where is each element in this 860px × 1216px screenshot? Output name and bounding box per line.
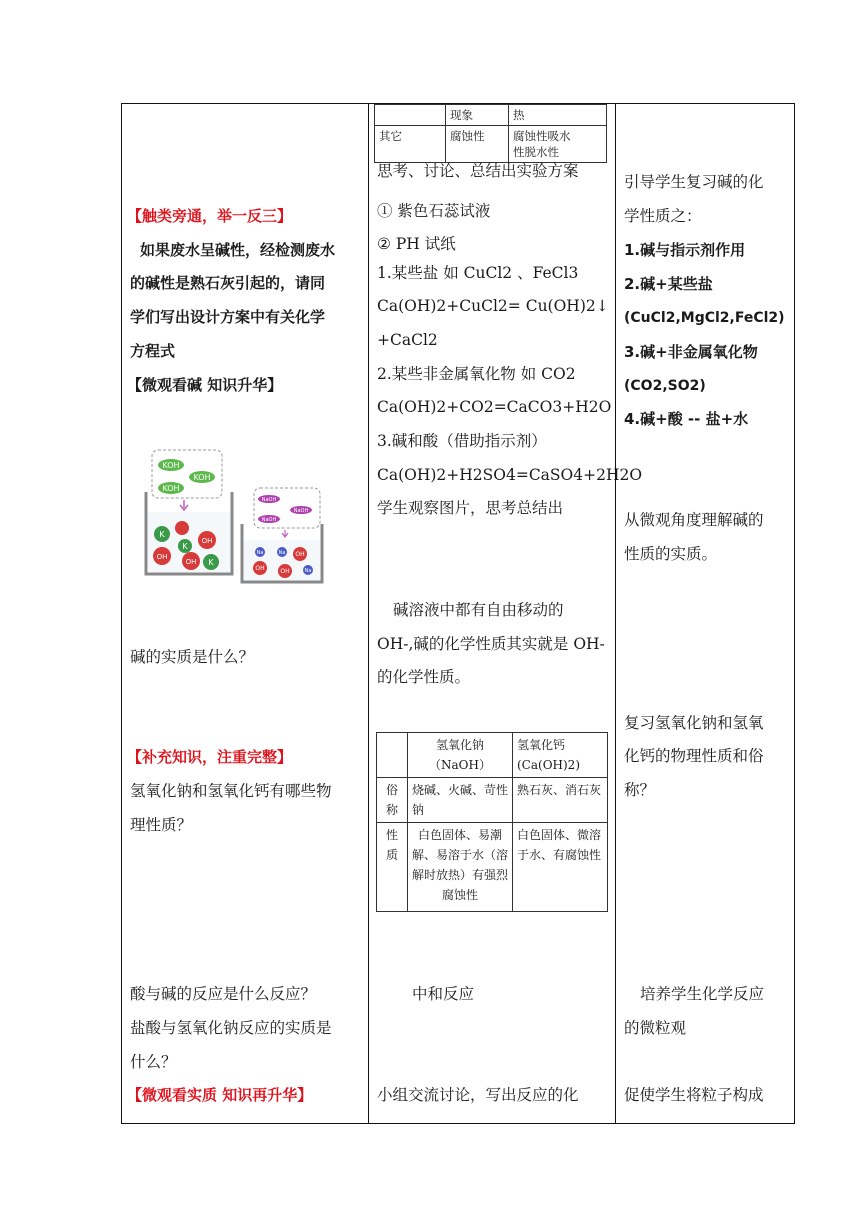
ion-label: K [159, 530, 165, 539]
table-cell: 现象 [446, 105, 509, 126]
analogy-line: 方程式 [130, 342, 176, 360]
property-item: 1.碱与指示剂作用 [624, 241, 746, 259]
review-text: 化钙的物理性质和俗 [624, 747, 764, 765]
naoh-label: NaOH [261, 497, 277, 503]
table-divider-2 [615, 103, 616, 1124]
table-header: 氢氧化钙(Ca(OH)2) [513, 733, 608, 778]
table-cell: 性质 [377, 823, 408, 912]
table-border-bottom [121, 1123, 795, 1124]
guide-text: 引导学生复习碱的化 [624, 173, 764, 191]
think-text: 思考、讨论、总结出实验方案 [377, 162, 579, 180]
naoh-label: NaOH [261, 517, 277, 523]
heading-micro: 【微观看碱 知识升华】 [127, 376, 283, 394]
table-cell: 熟石灰、消石灰 [513, 778, 608, 823]
equation-line: Ca(OH)2+H2SO4=CaSO4+2H2O [377, 466, 643, 484]
koh-label: KOH [162, 484, 180, 493]
review-text: 称？ [624, 781, 656, 799]
table-cell: 热 [509, 105, 607, 126]
compare-table [376, 732, 608, 912]
top-mini-table [374, 104, 607, 163]
table-cell: 烧碱、火碱、苛性钠 [408, 778, 513, 823]
physical-question: 氢氧化钠和氢氧化钙有哪些物 [130, 782, 332, 800]
analogy-line: 学们写出设计方案中有关化学 [130, 308, 326, 326]
ion-label: Na [304, 568, 312, 574]
ion-label: OH [156, 553, 168, 561]
option-litmus: ① 紫色石蕊试液 [377, 202, 491, 220]
table-row [377, 733, 608, 778]
ion-label: OH [255, 565, 265, 572]
equation-line: 2.某些非金属氧化物 如 CO2 [377, 365, 576, 383]
oh-text: 碱溶液中都有自由移动的 [393, 601, 564, 619]
mini-table-row [375, 105, 607, 126]
table-row [377, 778, 608, 823]
ion-label: OH [185, 558, 197, 566]
beaker-illustration [140, 448, 330, 588]
equation-line: +CaCl2 [377, 331, 438, 349]
reaction-question: 盐酸与氢氧化钠反应的实质是 [130, 1019, 332, 1037]
naoh-beaker [242, 488, 322, 582]
property-item: (CO2,SO2) [624, 378, 706, 394]
equation-line: 3.碱和酸（借助指示剂） [377, 432, 547, 450]
ion-label: OH [295, 551, 305, 558]
reaction-question: 酸与碱的反应是什么反应？ [130, 985, 317, 1003]
group-text: 小组交流讨论，写出反应的化 [377, 1086, 579, 1104]
property-item: 4.碱+酸 -- 盐+水 [624, 410, 749, 428]
micro-text: 从微观角度理解碱的 [624, 511, 764, 529]
table-cell: 其它 [375, 126, 446, 163]
option-ph: ② PH 试纸 [377, 235, 456, 253]
equation-line: 1.某些盐 如 CuCl2 、FeCl3 [377, 264, 579, 282]
ion-label: Na [278, 550, 286, 556]
naoh-label: NaOH [293, 508, 309, 514]
property-item: 3.碱+非金属氧化物 [624, 343, 758, 361]
equation-line: Ca(OH)2+CO2=CaCO3+H2O [377, 398, 612, 416]
table-row [377, 823, 608, 912]
equation-line: Ca(OH)2+CuCl2= Cu(OH)2↓ [377, 297, 609, 315]
koh-label: KOH [162, 461, 180, 470]
heading-essence: 【微观看实质 知识再升华】 [127, 1086, 313, 1104]
cultivate-text: 培养学生化学反应 [640, 985, 765, 1003]
review-text: 复习氢氧化钠和氢氧 [624, 714, 764, 732]
table-divider-1 [368, 103, 369, 1124]
micro-text: 性质的实质。 [624, 545, 718, 563]
promote-text: 促使学生将粒子构成 [624, 1086, 764, 1104]
oh-text: OH-,碱的化学性质其实就是 OH- [377, 635, 605, 653]
reaction-question: 什么？ [130, 1053, 177, 1071]
table-cell: 腐蚀性 [446, 126, 509, 163]
heading-supplement: 【补充知识，注重完整】 [127, 748, 293, 766]
neutralization-text: 中和反应 [412, 985, 475, 1003]
table-border-left [121, 103, 122, 1124]
ion-label: K [182, 542, 188, 551]
koh-label: KOH [193, 473, 211, 482]
koh-beaker [146, 450, 232, 574]
analogy-line: 如果废水呈碱性，经检测废水 [140, 241, 336, 259]
ion-label: K [208, 558, 214, 567]
mini-table-row [375, 126, 607, 163]
heading-analogy: 【触类旁通，举一反三】 [127, 207, 293, 225]
table-border-right [794, 103, 795, 1124]
oh-text: 的化学性质。 [377, 668, 471, 686]
physical-question: 理性质？ [130, 816, 193, 834]
table-cell: 白色固体、微溶于水、有腐蚀性 [513, 823, 608, 912]
analogy-line: 的碱性是熟石灰引起的，请同 [130, 274, 326, 292]
table-cell: 俗称 [377, 778, 408, 823]
property-item: (CuCl2,MgCl2,FeCl2) [624, 310, 785, 326]
guide-text: 学性质之： [624, 207, 702, 225]
essence-question: 碱的实质是什么？ [130, 648, 255, 666]
table-header: 氢氧化钠（NaOH） [408, 733, 513, 778]
property-item: 2.碱+某些盐 [624, 275, 713, 293]
table-cell: 白色固体、易潮解、易溶于水（溶解时放热）有强烈腐蚀性 [408, 823, 513, 912]
ion-label: Na [256, 550, 264, 556]
ion-label: OH [201, 537, 213, 545]
ion-label: OH [280, 568, 290, 575]
observe-text: 学生观察图片，思考总结出 [377, 499, 564, 517]
table-cell: 腐蚀性吸水 性脱水性 [509, 126, 607, 163]
cultivate-text: 的微粒观 [624, 1019, 687, 1037]
